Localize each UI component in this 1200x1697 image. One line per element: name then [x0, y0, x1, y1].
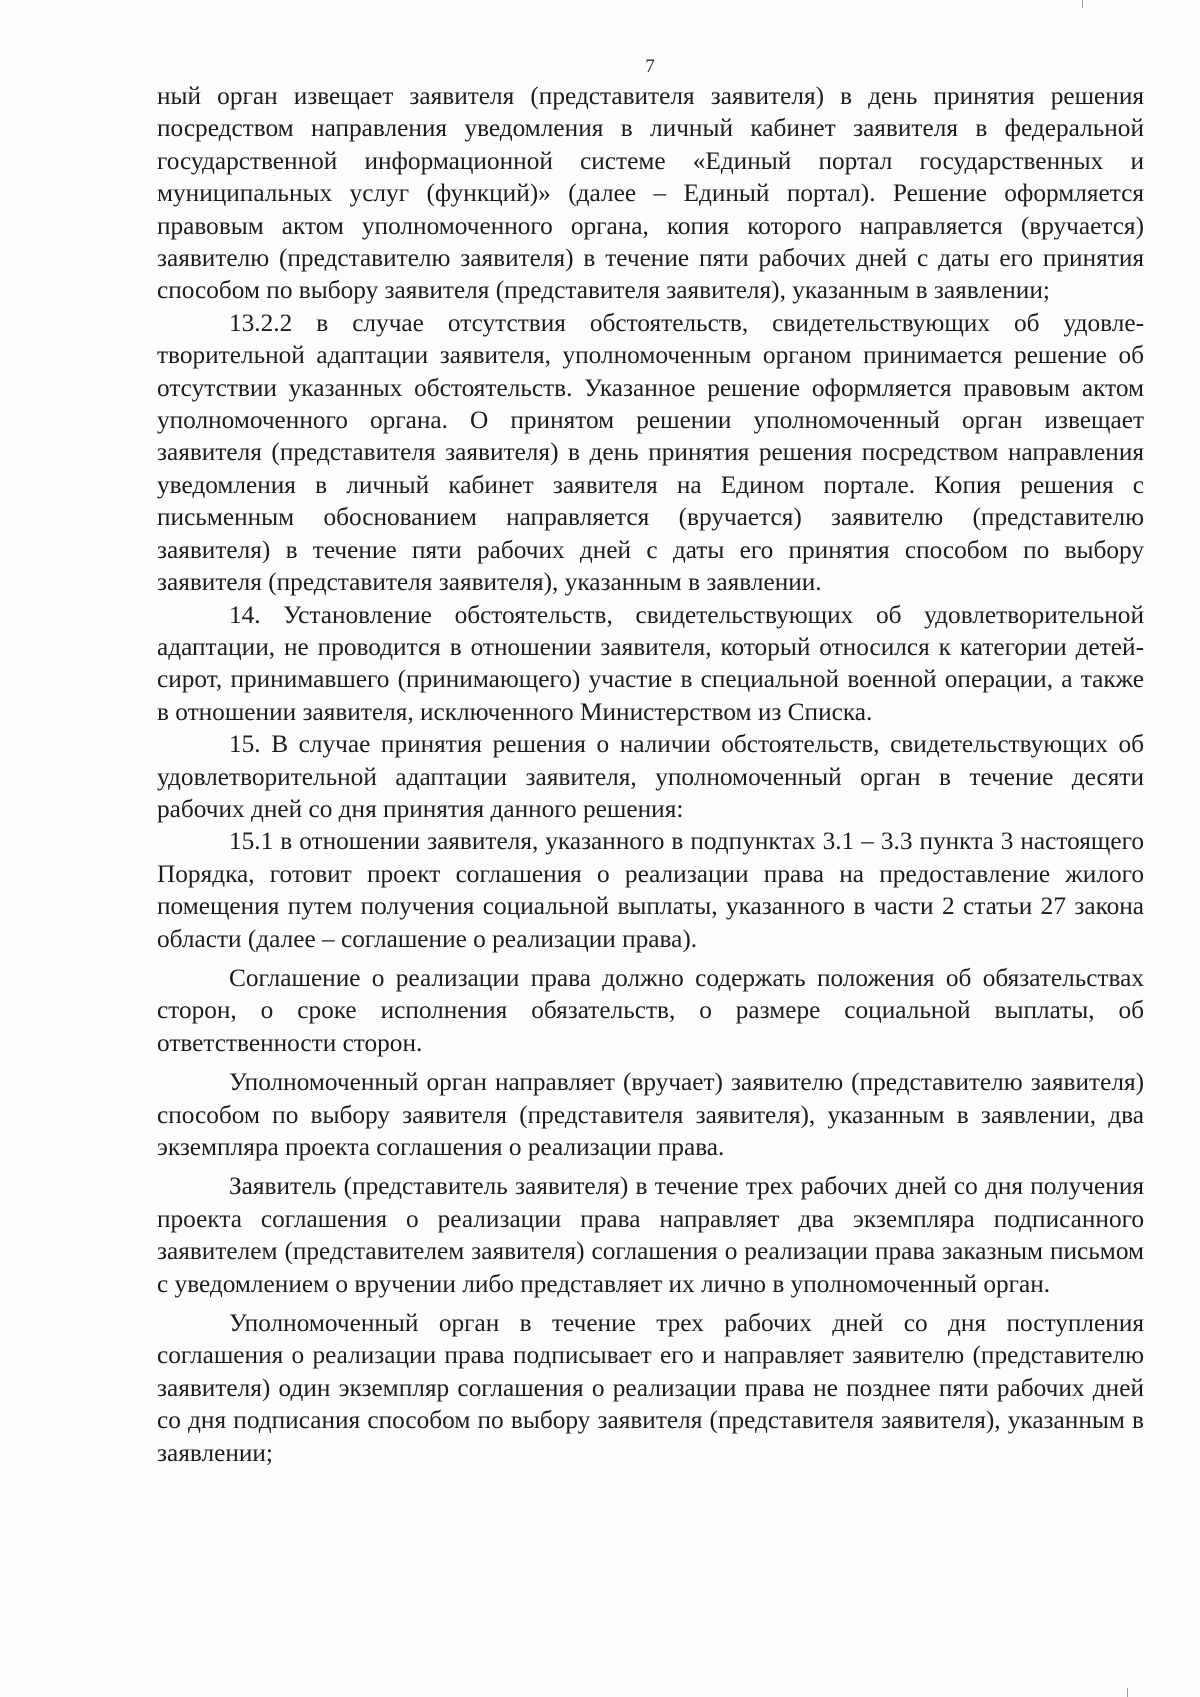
paragraph-agreement-content: Соглашение о реализации права должно содержать положения об обязательствах сторон, о сроке исполнения обязательств, о размере социальной выплаты, об ответственности сторон. [157, 963, 1144, 1057]
document-body [157, 80, 1144, 1469]
paragraph-applicant-return: Заявитель (представитель заявителя) в течение трех рабочих дней со дня получения проекта соглашения о реализации права направляет два экземпляра подписанного заявителем (представителем заявителя) соглашения о реализации права заказным письмом с уведомлением о вручении либо представляет их лично в уполномоченный орган. [157, 1172, 1144, 1298]
paragraph-signing: Уполномоченный орган в течение трех рабочих дней со дня поступления соглашения о реализации права подписывает его и направляет заявителю (представителю заявителя) один экземпляр соглашения о реализации права не позднее пяти рабочих дней со дня подписания способом по выбору заявителя (представителя заявителя), указанным в заявлении; [157, 1309, 1144, 1467]
paragraph-draft-delivery: Уполномоченный орган направляет (вручает) заявителю (представителю заявителя) способом по выбору заявителя (представителя заявителя), указанным в заявлении, два экземпляра проекта соглашения о реализации права. [157, 1068, 1144, 1161]
paragraph-15: 15. В случае принятия решения о наличии обстоятельств, свидетельствующих об удовлетворительной адаптации заявителя, уполномоченный орган в течение десяти рабочих дней со дня принятия данного решения: [157, 730, 1144, 823]
scan-edge-mark-bottom [1127, 1688, 1128, 1697]
paragraph-14: 14. Установление обстоятельств, свидетельствующих об удовлетворительной адаптации, не проводится в отношении заявителя, который относился к категории детей-сирот, принимавшего (принимающего) участие в специальной военной операции, а также в отношении заявителя, исключенного Министерством из Списка. [157, 600, 1144, 726]
scan-edge-mark-top [1082, 0, 1083, 8]
page-number: 7 [645, 56, 655, 77]
paragraph-continuation: ный орган извещает заявителя (представителя заявителя) в день принятия решения посредством направления уведомления в личный кабинет заявителя в федеральной государственной информационной системе «Единый портал государственных и муниципальных услуг (функций)» (далее – Единый портал). Решение оформляется правовым актом уполномоченного органа, копия которого направляется (вручается) заявителю (представителю заявителя) в течение пяти рабочих дней с даты его принятия способом по выбору заявителя (представителя заявителя), указанным в заявлении; [157, 82, 1144, 305]
paragraph-15-1: 15.1 в отношении заявителя, указанного в подпунктах 3.1 – 3.3 пункта 3 настоящего Порядка, готовит проект соглашения о реализации права на предоставление жилого помещения путем получения социальной выплаты, указанного в части 2 статьи 27 закона области (далее – соглашение о реализации права). [157, 827, 1144, 953]
paragraph-13-2-2: 13.2.2 в случае отсутствия обстоятельств, свидетельствующих об удовлетворительной адаптации заявителя, уполномоченным органом принимается решение об отсутствии указанных обстоятельств. Указанное решение оформляется правовым актом уполномоченного органа. О принятом решении уполномоченный орган извещает заявителя (представителя заявителя) в день принятия решения посредством направления уведомления в личный кабинет заявителя на Едином портале. Копия решения с письменным обоснованием направляется (вручается) заявителю (представителю заявителя) в течение пяти рабочих дней с даты его принятия способом по выбору заявителя (представителя заявителя), указанным в заявлении. [157, 308, 1144, 597]
